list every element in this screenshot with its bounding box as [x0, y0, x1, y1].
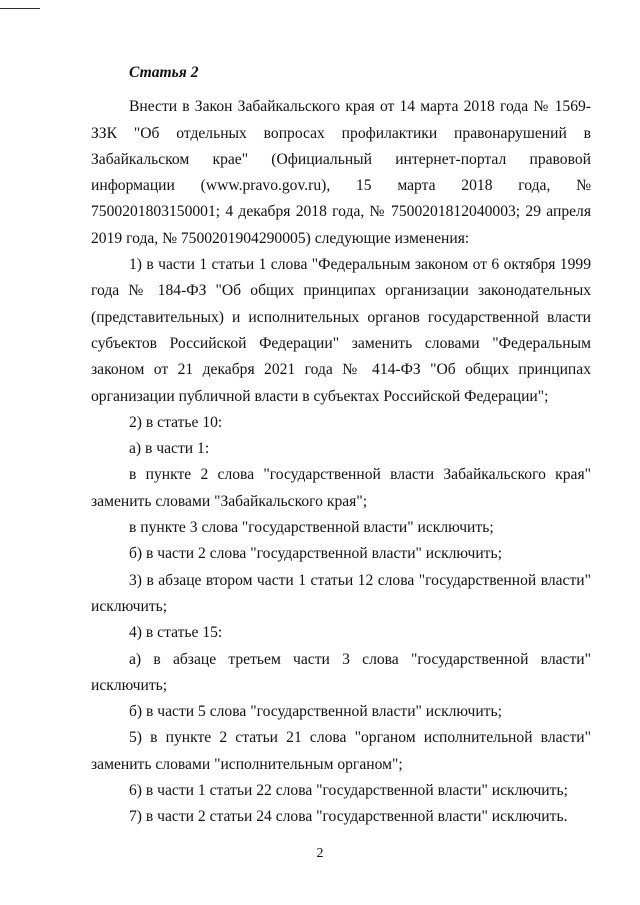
paragraph-item-4a: а) в абзаце третьем части 3 слова "государственной власти" исключить; [91, 650, 591, 694]
paragraph-item-4b: б) в части 5 слова "государственной власти" исключить; [129, 703, 502, 721]
paragraph-item-2b: б) в части 2 слова "государственной власти" исключить; [129, 545, 502, 563]
paragraph-item-2: 2) в статье 10: [129, 413, 223, 431]
article-title: Статья 2 [129, 64, 199, 81]
paragraph-intro: Внести в Закон Забайкальского края от 14 марта 2018 года № 1569-ЗЗК "Об отдельных вопросах профилактики правонарушений в Забайкальском крае" (Официальный интернет-портал правовой информации (www.pravo.gov.ru), 15 марта 2018 года, № 7500201803150001; 4 декабря 2018 года, № 7500201812040003; 29 апреля 2019 года, № 7500201904290005) следующие изменения: [91, 98, 591, 247]
paragraph-item-2a: а) в части 1: [129, 440, 210, 458]
paragraph-item-6: 6) в части 1 статьи 22 слова "государственной власти" исключить; [129, 782, 568, 800]
page-number: 2 [316, 846, 324, 861]
scan-edge-mark [0, 8, 40, 9]
paragraph-item-1: 1) в части 1 статьи 1 слова "Федеральным законом от 6 октября 1999 года № 184-ФЗ "Об общих принципах организации законодательных (представительных) и исполнительных органов государственной власти субъектов Российской Федерации" заменить словами "Федеральным законом от 21 декабря 2021 года № 414-ФЗ "Об общих принципах организации публичной власти в субъектах Российской Федерации"; [91, 256, 591, 405]
paragraph-item-2a-point-2: в пункте 2 слова "государственной власти Забайкальского края" заменить словами "Забайкальского края"; [91, 466, 591, 510]
paragraph-item-7: 7) в части 2 статьи 24 слова "государственной власти" исключить. [129, 808, 568, 826]
paragraph-item-3: 3) в абзаце втором части 1 статьи 12 слова "государственной власти" исключить; [91, 571, 591, 615]
paragraph-item-4: 4) в статье 15: [129, 624, 223, 642]
paragraph-item-2a-point-3: в пункте 3 слова "государственной власти" исключить; [129, 519, 494, 537]
paragraph-item-5: 5) в пункте 2 статьи 21 слова "органом исполнительной власти" заменить словами "исполнительным органом"; [91, 729, 591, 773]
document-body [91, 60, 591, 831]
